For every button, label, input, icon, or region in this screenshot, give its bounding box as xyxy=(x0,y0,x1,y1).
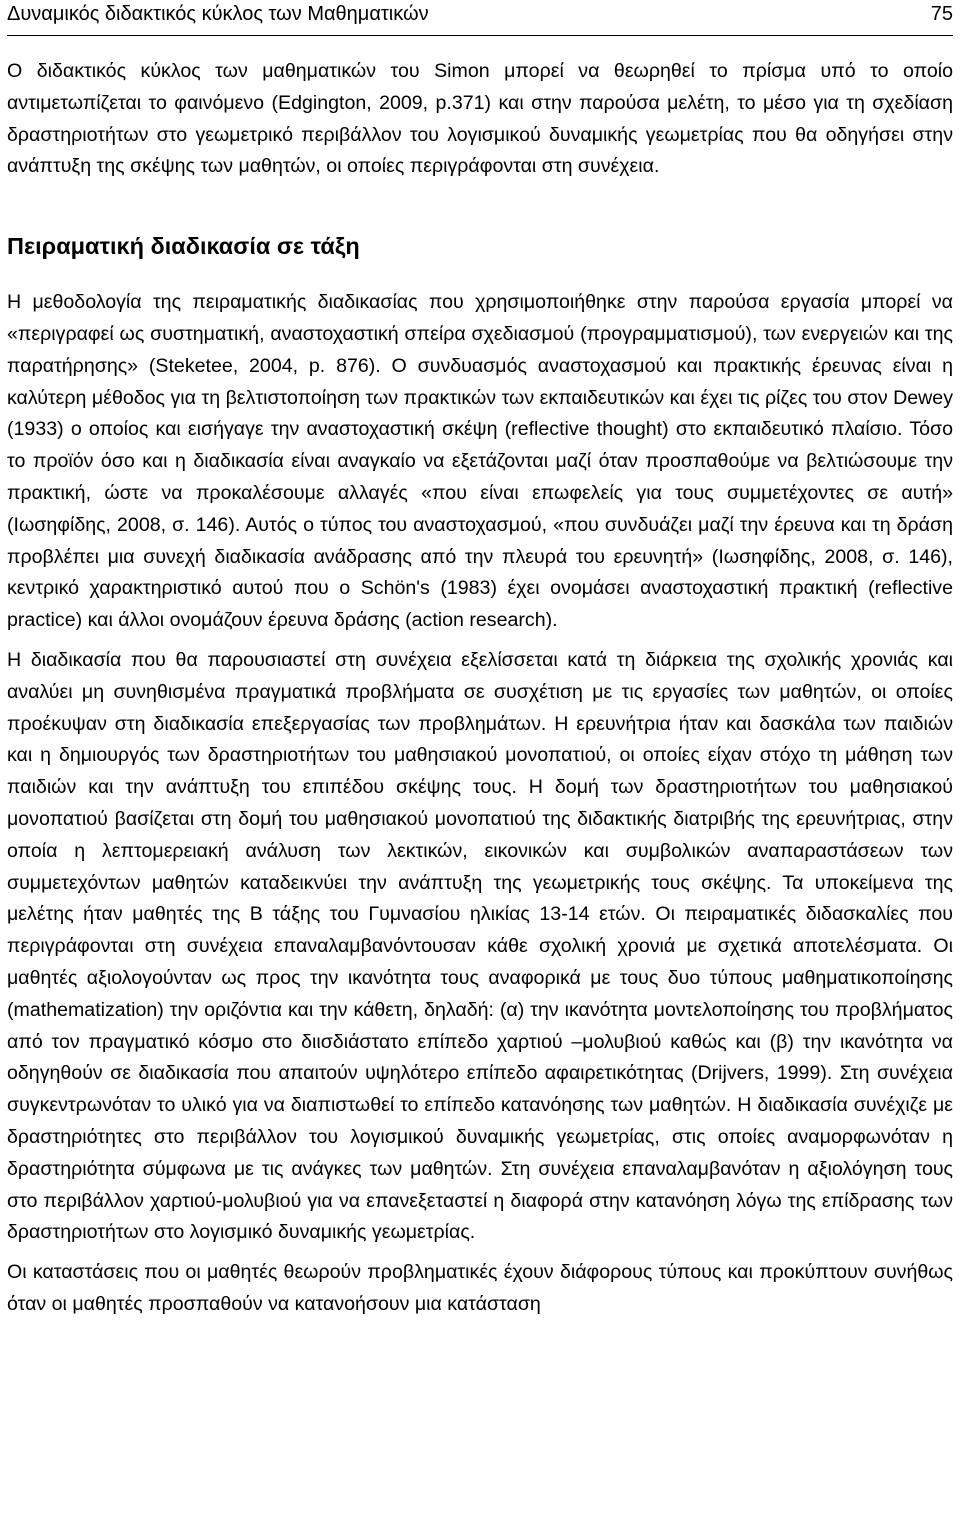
section-heading: Πειραματική διαδικασία σε τάξη xyxy=(7,233,360,260)
situations-paragraph: Οι καταστάσεις που οι μαθητές θεωρούν προβληματικές έχουν διάφορους τύπους και προκύπτουν συνήθως όταν οι μαθητές προσπαθούν να κατανοήσουν μια κατάσταση xyxy=(7,1261,953,1315)
methodology-paragraph: Η μεθοδολογία της πειραματικής διαδικασίας που χρησιμοποιήθηκε στην παρούσα εργασία μπορεί να «περιγραφεί ως συστηματική, αναστοχαστική σπείρα σχεδιασμού (προγραμματισμού), των ενεργειών και της παρατήρησης» (Steketee, 2004, p. 876). Ο συνδυασμός αναστοχασμού και πρακτικής έρευνας είναι η καλύτερη μέθοδος για τη βελτιστοποίηση των πρακτικών των εκπαιδευτικών και έχει τις ρίζες του στον Dewey (1933) ο οποίος και εισήγαγε την αναστοχαστική σκέψη (reflective thought) στο εκπαιδευτικό πλαίσιο. Τόσο το προϊόν όσο και η διαδικασία είναι αναγκαίο να εξετάζονται μαζί όταν προσπαθούμε να βελτιώσουμε την πρακτική, ώστε να προκαλέσουμε αλλαγές «που είναι επωφελείς για τους συμμετέχοντες σε αυτή» (Ιωσηφίδης, 2008, σ. 146). Αυτός ο τύπος του αναστοχασμού, «που συνδυάζει μαζί την έρευνα και τη δράση προβλέπει μια συνεχή διαδικασία ανάδρασης από την πλευρά του ερευνητή» (Ιωσηφίδης, 2008, σ. 146), κεντρικό χαρακτηριστικό αυτού που ο Schön's (1983) έχει ονομάσει αναστοχαστική πρακτική (reflective practice) και άλλοι ονομάζουν έρευνα δράσης (action research). xyxy=(7,291,953,632)
page-number: 75 xyxy=(930,3,953,25)
running-header xyxy=(7,0,953,36)
running-title: Δυναμικός διδακτικός κύκλος των Μαθηματικών xyxy=(7,3,429,25)
process-paragraph: Η διαδικασία που θα παρουσιαστεί στη συνέχεια εξελίσσεται κατά τη διάρκεια της σχολικής χρονιάς και αναλύει μη συνηθισμένα πραγματικά προβλήματα σε συσχέτιση με τις εργασίες των μαθητών, οι οποίες προέκυψαν στη διαδικασία επεξεργασίας των προβλημάτων. Η ερευνήτρια ήταν και δασκάλα των παιδιών και η δημιουργός των δραστηριοτήτων του μαθησιακού μονοπατιού, οι οποίες είχαν στόχο τη μάθηση των παιδιών και την ανάπτυξη του επιπέδου σκέψης τους. Η δομή των δραστηριοτήτων του μαθησιακού μονοπατιού βασίζεται στη δομή του μαθησιακού μονοπατιού της διδακτικής διατριβής της ερευνήτριας, στην οποία η λεπτομερειακή ανάλυση των λεκτικών, εικονικών και συμβολικών αναπαραστάσεων των συμμετεχόντων μαθητών καταδεικνύει την ανάπτυξη της γεωμετρικής τους σκέψης. Τα υποκείμενα της μελέτης ήταν μαθητές της Β τάξης του Γυμνασίου ηλικίας 13-14 ετών. Οι πειραματικές διδασκαλίες που περιγράφονται στη συνέχεια επαναλαμβανόντουσαν κάθε σχολική χρονιά με σχετικά αποτελέσματα. Οι μαθητές αξιολογούνταν ως προς την ικανότητα τους αναφορικά με τους δυο τύπους μαθηματικοποίησης (mathematization) την οριζόντια και την κάθετη, δηλαδή: (α) την ικανότητα μοντελοποίησης του προβλήματος από τον πραγματικό κόσμο στο διισδιάστατο επίπεδο χαρτιού –μολυβιού καθώς και (β) την ικανότητα να οδηγηθούν σε διαδικασία που απαιτούν υψηλότερο επίπεδο αφαιρετικότητας (Drijvers, 1999). Στη συνέχεια συγκεντρωνόταν το υλικό για να διαπιστωθεί το επίπεδο κατανόησης των μαθητών. Η διαδικασία συνέχιζε με δραστηριότητες στο περιβάλλον του λογισμικού δυναμικής γεωμετρίας, στις οποίες αναμορφωνόταν η δραστηριότητα σύμφωνα με τις ανάγκες των μαθητών. Στη συνέχεια επαναλαμβανόταν η αξιολόγηση τους στο περιβάλλον χαρτιού-μολυβιού για να επανεξεταστεί η διαφορά στην κατανόηση λόγω της επίδρασης των δραστηριοτήτων στο λογισμικό δυναμικής γεωμετρίας. xyxy=(7,648,953,1244)
intro-paragraph: Ο διδακτικός κύκλος των μαθηματικών του Simon μπορεί να θεωρηθεί το πρίσμα υπό το οποίο αντιμετωπίζεται το φαινόμενο (Edgington, 2009, p.371) και στην παρούσα μελέτη, το μέσο για τη σχεδίαση δραστηριοτήτων στο γεωμετρικό περιβάλλον του λογισμικού δυναμικής γεωμετρίας που θα οδηγήσει στην ανάπτυξη της σκέψης των μαθητών, οι οποίες περιγράφονται στη συνέχεια. xyxy=(7,60,953,178)
document-page xyxy=(7,0,953,1321)
